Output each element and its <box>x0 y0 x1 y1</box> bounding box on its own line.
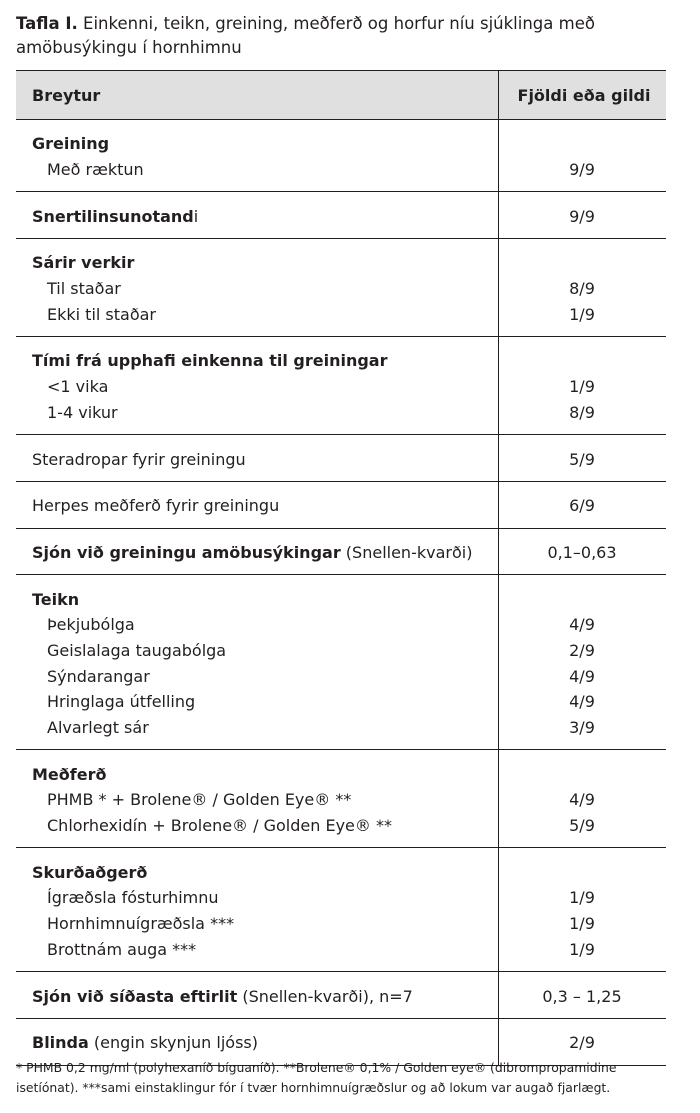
row-label <box>16 253 498 272</box>
row-label <box>16 207 498 226</box>
column-divider <box>498 337 499 434</box>
row-label-rest: (Snellen-kvarði), n=7 <box>237 986 413 1006</box>
subrow-label: Alvarlegt sár <box>47 718 149 738</box>
row-label <box>16 590 498 609</box>
column-divider <box>498 575 499 749</box>
table-subrow <box>16 400 666 426</box>
subrow-value: 1/9 <box>569 888 595 908</box>
column-divider <box>498 848 499 971</box>
table-group <box>16 337 666 435</box>
subrow-label: Sýndarangar <box>47 666 150 686</box>
header-breytur: Breytur <box>32 85 101 105</box>
row-label-bold: Sárir verkir <box>32 253 135 273</box>
footnote-line-1: * PHMB 0,2 mg/ml (polyhexaníð bíguaníð). **Brolene® 0,1% / Golden eye® (dibrompropamidine <box>16 1060 617 1075</box>
footnote-line-2: isetíónat). ***sami einstaklingur fór í tvær hornhimnuígræðslur og að lokum var augað fjarlægt. <box>16 1080 611 1095</box>
table-row <box>16 1030 666 1056</box>
table-subrow <box>16 787 666 813</box>
table-group <box>16 848 666 972</box>
table-row <box>16 203 666 229</box>
row-label-rest: (Snellen-kvarði) <box>340 542 473 562</box>
subrow-label: Til staðar <box>47 279 121 299</box>
table-footnote <box>16 1058 688 1098</box>
row-label <box>16 496 498 515</box>
subrow-value: 1/9 <box>569 914 595 934</box>
table-row <box>16 761 666 787</box>
column-divider <box>498 750 499 847</box>
row-label <box>16 1033 498 1052</box>
subrow-label: Með ræktun <box>47 160 144 180</box>
row-label-bold: Teikn <box>32 589 80 609</box>
row-label-bold: Sjón við síðasta eftirlit <box>32 986 238 1006</box>
table-row <box>16 446 666 472</box>
column-divider <box>498 482 499 528</box>
subrow-label: Brottnám auga *** <box>47 939 197 959</box>
table-group <box>16 239 666 337</box>
column-divider <box>498 120 499 191</box>
table-group <box>16 482 666 529</box>
row-label-bold: Tími frá upphafi einkenna til greiningar <box>32 351 388 371</box>
subrow-label: Þekjubólga <box>47 615 135 635</box>
row-label-bold: Meðferð <box>32 764 107 784</box>
subrow-label: Hornhimnuígræðsla *** <box>47 914 235 934</box>
column-divider <box>498 71 499 119</box>
column-divider <box>498 192 499 238</box>
table-group <box>16 435 666 482</box>
table-subrow <box>16 157 666 183</box>
column-divider <box>498 972 499 1018</box>
table-group <box>16 120 666 192</box>
subrow-value: 3/9 <box>569 718 595 738</box>
subrow-value: 5/9 <box>569 816 595 836</box>
caption-text: Einkenni, teikn, greining, meðferð og horfur níu sjúklinga með amöbusýkingu í hornhimnu <box>16 14 595 57</box>
row-label <box>16 765 498 784</box>
table-subrow <box>16 689 666 715</box>
table-caption <box>16 12 686 60</box>
row-label <box>16 987 498 1006</box>
table-subrow <box>16 301 666 327</box>
row-label-rest: Herpes meðferð fyrir greiningu <box>32 496 280 516</box>
row-label-rest: Steradropar fyrir greiningu <box>32 449 246 469</box>
table-subrow <box>16 885 666 911</box>
table-subrow <box>16 813 666 839</box>
column-divider <box>498 435 499 481</box>
row-label <box>16 863 498 882</box>
row-label-bold: Skurðaðgerð <box>32 862 148 882</box>
subrow-label: Chlorhexidín + Brolene® / Golden Eye® ** <box>47 816 392 836</box>
table-row <box>16 348 666 374</box>
row-value: 2/9 <box>569 1033 595 1053</box>
table-row <box>16 131 666 157</box>
subrow-value: 9/9 <box>569 160 595 180</box>
subrow-label: <1 vika <box>47 377 109 397</box>
subrow-label: PHMB * + Brolene® / Golden Eye® ** <box>47 790 352 810</box>
row-label <box>16 543 498 562</box>
table-group <box>16 575 666 750</box>
subrow-value: 1/9 <box>569 377 595 397</box>
row-label-bold: Blinda <box>32 1033 89 1053</box>
table-subrow <box>16 715 666 741</box>
table-row <box>16 983 666 1009</box>
table-row <box>16 540 666 566</box>
subrow-label: Hringlaga útfelling <box>47 692 196 712</box>
table-row <box>16 586 666 612</box>
row-label <box>16 450 498 469</box>
table-row <box>16 250 666 276</box>
subrow-label: Ígræðsla fósturhimnu <box>47 888 219 908</box>
subrow-value: 2/9 <box>569 640 595 660</box>
row-value: 0,1–0,63 <box>547 542 617 562</box>
header-fjoldi: Fjöldi eða gildi <box>517 85 651 105</box>
table-subrow <box>16 937 666 963</box>
subrow-label: Geislalaga taugabólga <box>47 640 227 660</box>
subrow-value: 4/9 <box>569 790 595 810</box>
table-group <box>16 192 666 239</box>
table-body <box>16 120 666 1066</box>
column-divider <box>498 239 499 336</box>
table-group <box>16 750 666 848</box>
row-value: 5/9 <box>569 449 595 469</box>
subrow-value: 1/9 <box>569 939 595 959</box>
table-subrow <box>16 911 666 937</box>
subrow-label: Ekki til staðar <box>47 304 157 324</box>
subrow-value: 4/9 <box>569 615 595 635</box>
table-subrow <box>16 663 666 689</box>
row-value: 6/9 <box>569 496 595 516</box>
data-table <box>16 70 666 1066</box>
row-value: 9/9 <box>569 206 595 226</box>
row-label-bold: Greining <box>32 134 110 154</box>
row-label-bold: Sjón við greiningu amöbusýkingar <box>32 542 341 562</box>
table-subrow <box>16 276 666 302</box>
row-label <box>16 351 498 370</box>
subrow-value: 4/9 <box>569 666 595 686</box>
table-subrow <box>16 638 666 664</box>
row-label-rest: i <box>193 206 199 226</box>
column-divider <box>498 529 499 575</box>
row-label-rest: (engin skynjun ljóss) <box>88 1033 258 1053</box>
row-label-bold: Snertilinsunotand <box>32 206 194 226</box>
row-value: 0,3 – 1,25 <box>542 986 622 1006</box>
subrow-value: 8/9 <box>569 402 595 422</box>
subrow-value: 1/9 <box>569 304 595 324</box>
caption-lead: Tafla I. <box>16 14 78 33</box>
table-group <box>16 529 666 576</box>
subrow-value: 4/9 <box>569 692 595 712</box>
subrow-value: 8/9 <box>569 279 595 299</box>
row-label <box>16 134 498 153</box>
table-row <box>16 493 666 519</box>
subrow-label: 1-4 vikur <box>47 402 118 422</box>
table-group <box>16 972 666 1019</box>
table-subrow <box>16 374 666 400</box>
table-subrow <box>16 612 666 638</box>
table-row <box>16 859 666 885</box>
table-header <box>16 70 666 120</box>
